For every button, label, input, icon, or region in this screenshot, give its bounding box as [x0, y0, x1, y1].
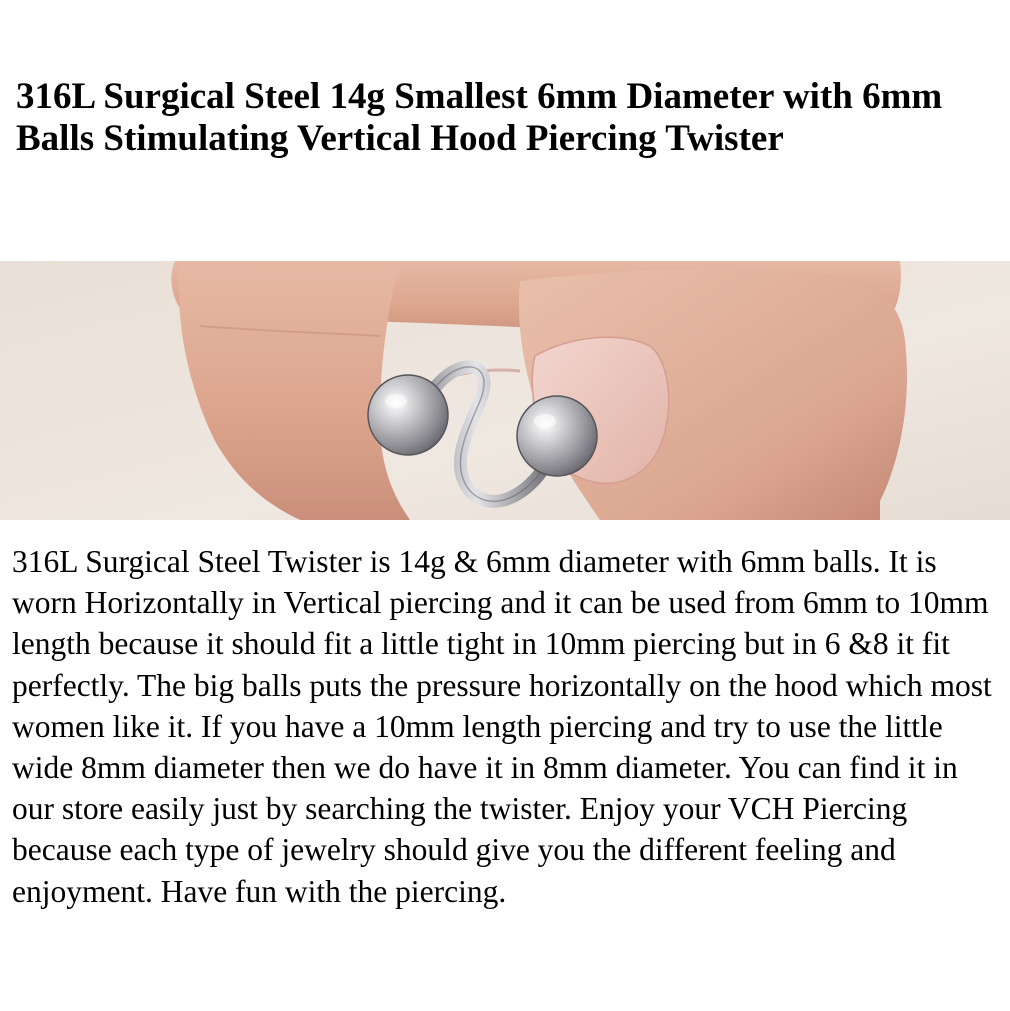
- fingers-holding-twister-image: [0, 261, 1010, 520]
- left-ball: [368, 375, 448, 455]
- product-photo: [0, 261, 1010, 520]
- product-title: 316L Surgical Steel 14g Smallest 6mm Diameter with 6mm Balls Stimulating Vertical Hood Piercing Twister: [16, 76, 943, 159]
- product-description: 316L Surgical Steel Twister is 14g & 6mm diameter with 6mm balls. It is worn Horizontally in Vertical piercing and it can be used from 6mm to 10mm length because it should fit a little tight in 10mm piercing but in 6 &8 it fit perfectly. The big balls puts the pressure horizontally on the hood which most women like it. If you have a 10mm length piercing and try to use the little wide 8mm diameter then we do have it in 8mm diameter. You can find it in our store easily just by searching the twister. Enjoy your VCH Piercing because each type of jewelry should give you the different feeling and enjoyment. Have fun with the piercing.: [12, 544, 992, 909]
- right-ball: [517, 396, 597, 476]
